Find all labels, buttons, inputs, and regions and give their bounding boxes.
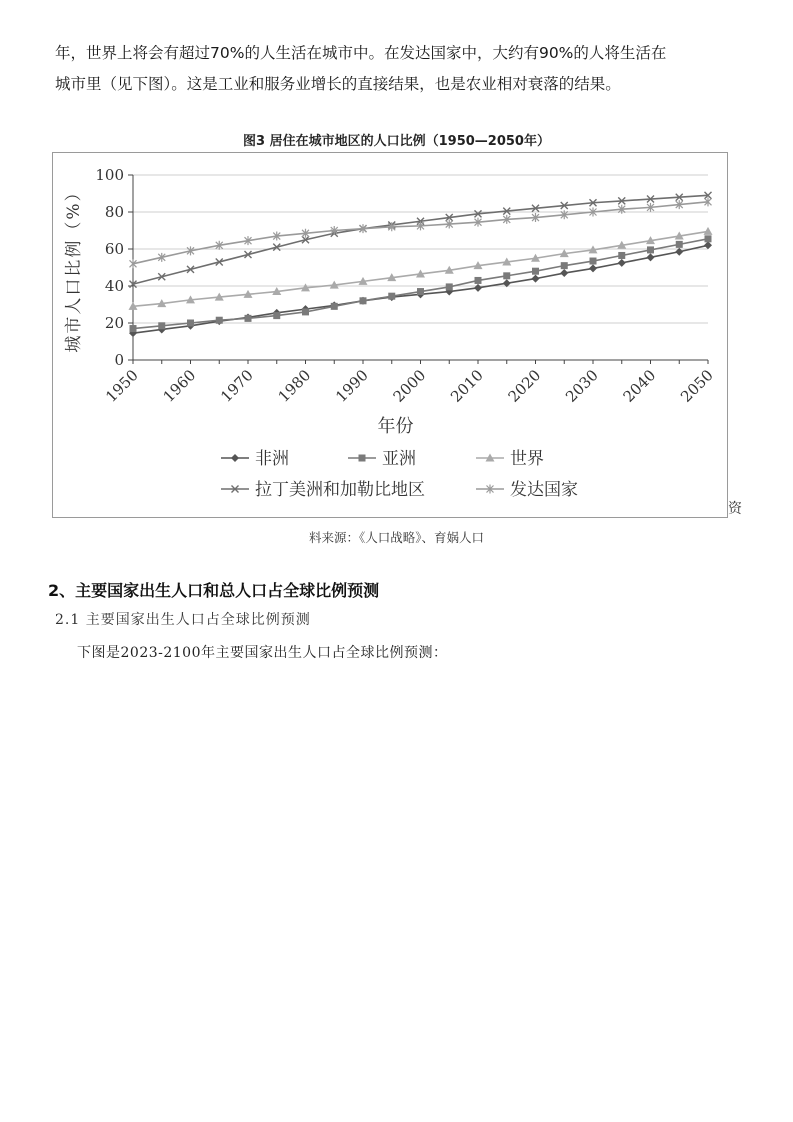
series-1-point [216, 317, 223, 324]
series-1-point [417, 288, 424, 295]
figure-title: 图3 居住在城市地区的人口比例（1950—2050年） [243, 134, 550, 149]
series-1-point [245, 315, 252, 322]
source-prefix-char: 资 [728, 501, 742, 517]
legend-label-3: 拉丁美洲和加勒比地区 [255, 480, 425, 500]
series-1-point [158, 322, 165, 329]
series-1-point [705, 235, 712, 242]
series-1-point [187, 320, 194, 327]
y-axis-label: 城市人口比例（%） [64, 182, 84, 353]
figure-source: 料来源：《人口战略》、育娲人口 [308, 530, 484, 545]
series-1-point [618, 252, 625, 259]
series-1-point [561, 262, 568, 269]
legend-label-1: 亚洲 [382, 449, 416, 469]
series-1-point [302, 308, 309, 315]
legend-label-2: 世界 [510, 449, 544, 469]
x-tick-label: 2030 [562, 366, 602, 406]
x-tick-label: 1980 [274, 366, 315, 406]
section-heading: 2、主要国家出生人口和总人口占全球比例预测 [48, 581, 380, 600]
series-0-point [704, 241, 712, 249]
urban-population-chart [52, 152, 728, 518]
series-0-point [474, 284, 482, 292]
y-tick-label: 0 [114, 351, 124, 369]
series-1-point [446, 283, 453, 290]
series-0-point [618, 259, 626, 267]
section-paragraph: 下图是2023-2100年主要国家出生人口占全球比例预测： [77, 645, 448, 661]
x-tick-label: 2020 [504, 366, 545, 406]
series-1-point [503, 272, 510, 279]
series-1-point [130, 325, 137, 332]
x-tick-label: 2000 [389, 366, 430, 406]
chart-svg [53, 153, 729, 519]
x-tick-label: 1990 [332, 366, 372, 406]
series-1-point [388, 293, 395, 300]
series-1-point [273, 312, 280, 319]
x-tick-label: 1970 [217, 366, 257, 406]
series-0-point [532, 275, 540, 283]
x-tick-label: 1960 [159, 366, 200, 406]
legend-marker-0 [231, 454, 239, 462]
series-1-point [360, 297, 367, 304]
y-tick-label: 100 [95, 166, 124, 184]
x-axis-label: 年份 [377, 416, 414, 437]
x-tick-label: 2050 [677, 366, 717, 406]
series-1-point [647, 246, 654, 253]
series-1-point [475, 277, 482, 284]
y-tick-label: 60 [104, 240, 124, 258]
y-tick-label: 80 [104, 203, 124, 221]
legend-label-0: 非洲 [255, 449, 289, 469]
series-1-point [590, 258, 597, 265]
legend-label-4: 发达国家 [510, 480, 578, 500]
intro-line-1: 年，世界上将会有超过70%的人生活在城市中。在发达国家中，大约有90%的人将生活在 [55, 44, 667, 62]
x-tick-label: 1950 [102, 366, 142, 406]
x-tick-label: 2040 [619, 366, 660, 406]
series-1-point [331, 303, 338, 310]
x-tick-label: 2010 [447, 366, 487, 406]
series-0-point [560, 269, 568, 277]
subsection-heading: 2.1 主要国家出生人口占全球比例预测 [55, 612, 311, 628]
intro-line-2: 城市里（见下图）。这是工业和服务业增长的直接结果，也是农业相对衰落的结果。 [55, 75, 621, 93]
y-tick-label: 20 [104, 314, 124, 332]
y-tick-label: 40 [104, 277, 124, 295]
series-0-point [589, 264, 597, 272]
series-0-point [647, 253, 655, 261]
series-1-point [676, 241, 683, 248]
series-2-point [704, 227, 713, 235]
series-1-point [532, 268, 539, 275]
legend-marker-1 [359, 455, 366, 462]
